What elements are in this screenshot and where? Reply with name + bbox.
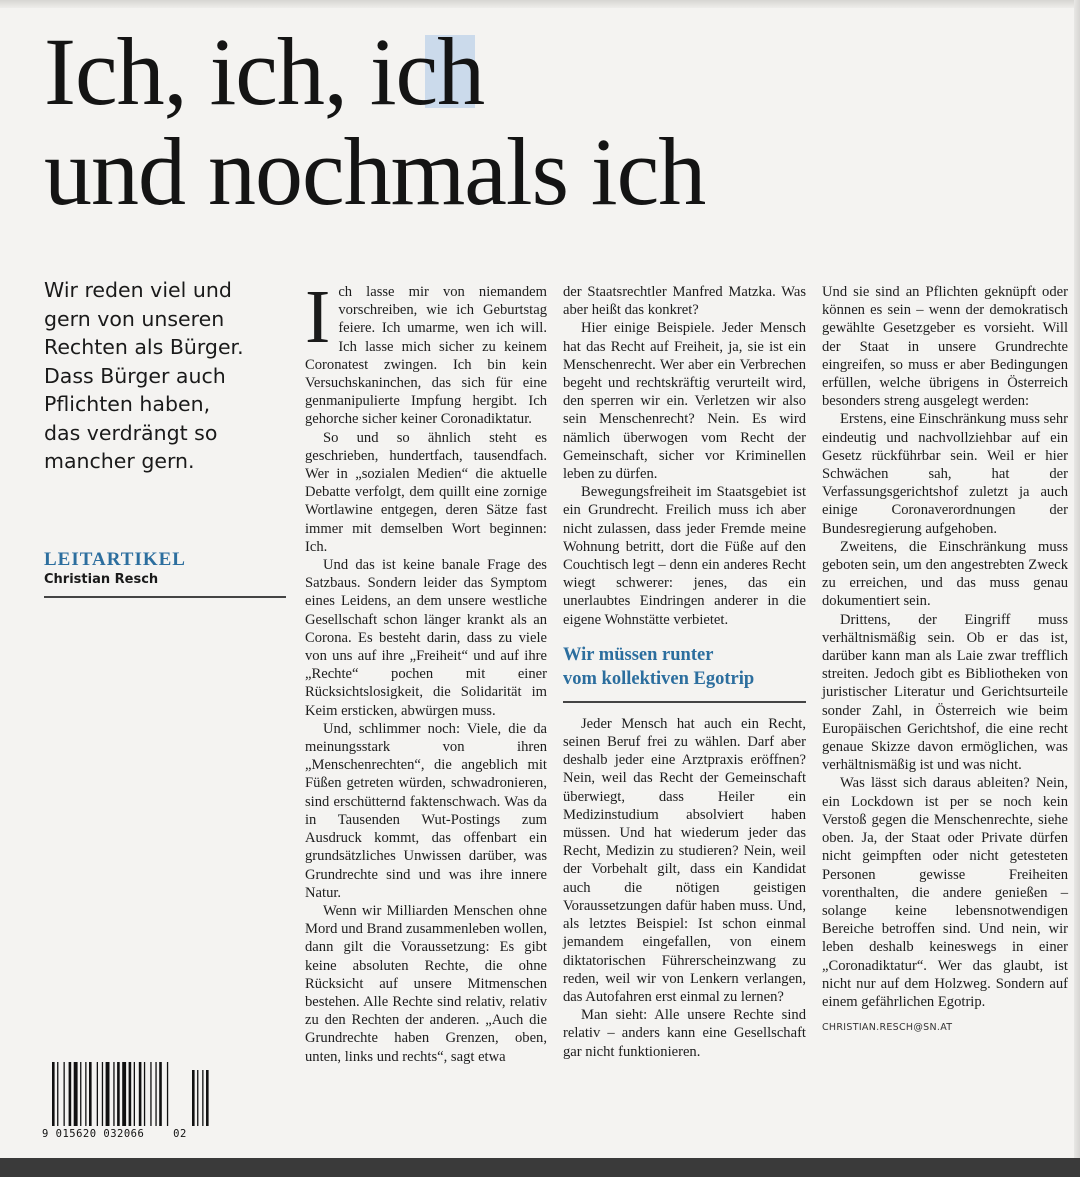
paragraph: Und, schlimmer noch: Viele, die da meinungsstark von ihren „Menschenrechten“, die angeblich mit Füßen getreten würden, schwadronieren, sind erschütternd faktenschwach. Was da in Tausenden Wut-Postings zum Ausdruck kommt, das offenbart ein grundsätzliches Unwissen darüber, was Grundrechte sind und was ihre innere Natur. [305,720,547,901]
subheading [563,643,806,703]
paragraph: Drittens, der Eingriff muss verhältnismäßig sein. Ob er das ist, darüber kann man als Laie zwar trefflich streiten. Jedoch gibt es Bibliotheken von juristischer Literatur und Gerichtsurteile sonder Zahl, in Österreich wie beim Europäischen Gerichtshof, die eine recht genaue Skizze davon ermöglichen, was verhältnismäßig ist und was nicht. [822,611,1068,774]
article-column-3 [822,283,1068,1037]
page-right-edge [1074,0,1080,1158]
author-name: Christian Resch [44,572,159,587]
page-top-edge [0,0,1080,8]
screen-bottom-bar [0,1158,1080,1177]
drop-cap: I [305,275,331,359]
paragraph: So und so ähnlich steht es geschrieben, hundertfach, tausendfach. Wer in „sozialen Medien“ die aktuelle Debatte verfolgt, dem quillt eine zornige Wortlawine entgegen, deren Sätze fast immer mit demselben Wort beginnen: Ich. [305,429,547,555]
paragraph: Hier einige Beispiele. Jeder Mensch hat das Recht auf Freiheit, ja, sie ist ein Menschenrecht. Wer aber ein Verbrechen begeht und rechtskräftig verurteilt wird, den sperren wir ein. Verletzen wir also sein Menschenrecht? Nein. Es wird nämlich überwogen vom Recht der Gemeinschaft, sicher vor Kriminellen leben zu dürfen. [563,320,806,483]
subheading-line-2: vom kollektiven Egotrip [563,668,755,689]
paragraph: Man sieht: Alle unsere Rechte sind relativ – anders kann eine Gesellschaft gar nicht funktionieren. [563,1007,806,1060]
paragraph: Was lässt sich daraus ableiten? Nein, ein Lockdown ist per se noch kein Verstoß gegen die Menschenrechte, siehe oben. Ja, der Staat oder Private dürfen nicht geimpften oder nicht getesteten Personen gewisse Freiheiten vorenthalten, die andere genießen – solange keine lebensnotwendigen Bereiche betroffen sind. Und nein, wir leben deshalb keineswegs in einer „Coronadiktatur“. Wer das glaubt, ist nicht nur auf dem Holzweg. Sondern auf einem gefährlichen Egotrip. [822,775,1068,1010]
paragraph-text: ch lasse mir von niemandem vorschreiben, wie ich Geburtstag feiere. Ich umarme, wen ich will. Ich lasse mich sicher zu keinem Coronatest zwingen. Ich bin kein Versuchskaninchen, das sich für eine genmanipulierte Impfung hergibt. Ich gehorche sicher keiner Coronadiktatur. [305,284,547,428]
article-column-2 [563,283,806,1061]
divider-rule [44,596,286,598]
author-email: CHRISTIAN.RESCH@SN.AT [822,1022,953,1034]
paragraph: der Staatsrechtler Manfred Matzka. Was aber heißt das konkret? [563,284,806,319]
lead-line: mancher gern. [44,449,195,473]
subheading-line-1: Wir müssen runter [563,644,714,665]
barcode-main-number: 9 015620 032066 [42,1128,145,1140]
headline [44,18,1044,225]
barcode-addon-number: 02 [173,1128,187,1140]
paragraph: Erstens, eine Einschränkung muss sehr eindeutig und nachvollziehbar auf ein Gesetz rückführbar sein. Weil er hier Schwächen sah, hat der Verfassungsgerichtshof zuletzt ja auch einige Coronaverordnungen der Bundesregierung aufgehoben. [822,411,1068,537]
headline-line-2: und nochmals ich [44,118,706,225]
paragraph [305,275,547,429]
lead-line: das verdrängt so [44,420,218,445]
lead-line: Wir reden viel und [44,278,232,302]
barcode-number [42,1128,222,1140]
paragraph: Jeder Mensch hat auch ein Recht, seinen Beruf frei zu wählen. Darf aber deshalb jeder eine Arztpraxis eröffnen? Nein, weil das Recht der Gemeinschaft überwiegt, dass Heiler ein Medizinstudium absolviert haben müssen. Und hat wiederum jeder das Recht, Medizin zu studieren? Nein, weil der Vorbehalt gilt, dass ein Kandidat auch die nötigen geistigen Voraussetzungen dafür haben muss. Und, als letztes Beispiel: Ist schon einmal jemandem eingefallen, von einem diktatorischen Führerscheinzwang zu reden, weil wir von Lenkern verlangen, das Autofahren erst einmal zu lernen? [563,715,806,1005]
paragraph: Wenn wir Milliarden Menschen ohne Mord und Brand zusammenleben wollen, dann gilt die Voraussetzung: Es gibt keine absoluten Rechte, die ohne Rücksicht auf unsere Mitmenschen bestehen. Alle Rechte sind relativ, relativ zu den Rechten der anderen. „Auch die Grundrechte haben Grenzen, oben, unten, links und rechts“, sagt etwa [305,902,547,1065]
lead-text [44,276,274,476]
lead-line: Pflichten haben, [44,392,211,416]
article-column-1 [305,275,547,1066]
lead-line: gern von unseren [44,306,225,331]
paragraph: Und das ist keine banale Frage des Satzbaus. Sondern leider das Symptom eines Leidens, an dem unsere westliche Gesellschaft schon länger krankt als an Corona. Es besteht darin, dass zu viele von uns auf ihre „Freiheit“ und auf ihre „Rechte“ pochen mit einer Rücksichtslosigkeit, die Solidarität im Keim ersticken, abwürgen muss. [305,557,547,719]
paragraph: Bewegungsfreiheit im Staatsgebiet ist ein Grundrecht. Freilich muss ich aber nicht zulassen, dass jeder Fremde meine Wohnung betritt, dort die Füße auf den Couchtisch legt – denn ein anderes Recht wiegt schwerer: jenes, das ein unerlaubtes Eindringen anderer in die eigene Wohnstätte verbietet. [563,484,806,628]
lead-line: Rechten als Bürger. [44,335,244,359]
lead-line: Dass Bürger auch [44,363,226,388]
section-kicker: LEITARTIKEL [44,549,186,570]
paragraph: Und sie sind an Pflichten geknüpft oder können es sein – wenn der demokratisch gewählte Gesetzgeber es vorsieht. Will der Staat in unsere Grundrechte eingreifen, so muss er aber Bedingungen erfüllen, welche übrigens in Österreich besonders streng ausgelegt werden: [822,284,1068,410]
barcode [42,1058,222,1146]
barcode-bars [52,1062,218,1128]
headline-line-1: Ich, ich, ich [44,18,485,125]
paragraph: Zweitens, die Einschränkung muss geboten sein, um den angestrebten Zweck zu erreichen, und das muss genau dokumentiert sein. [822,538,1068,610]
